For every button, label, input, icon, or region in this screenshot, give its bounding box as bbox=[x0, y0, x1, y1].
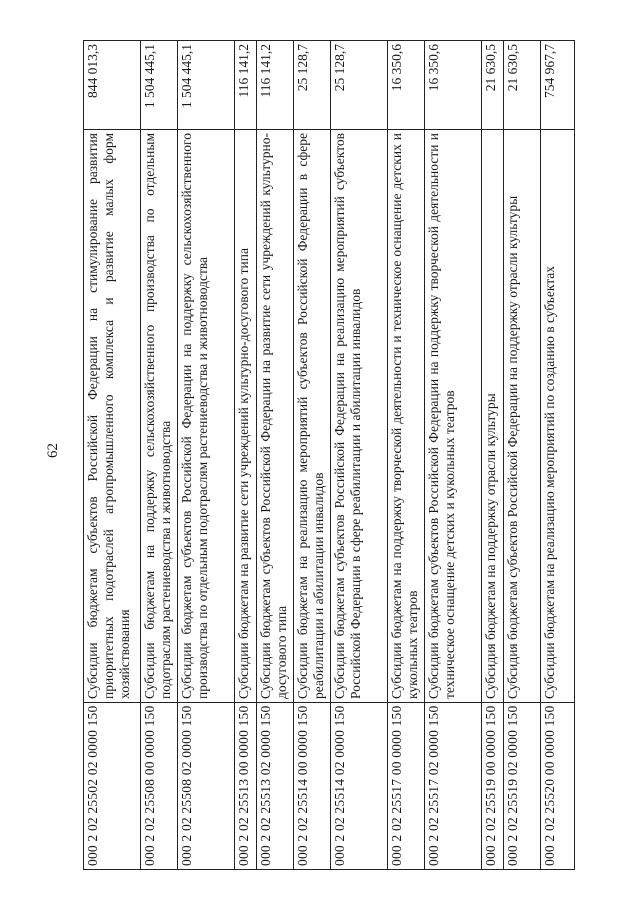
budget-code-cell: 000 2 02 25517 02 0000 150 bbox=[425, 703, 482, 870]
amount-cell: 25 128,7 bbox=[294, 41, 331, 130]
budget-code-cell: 000 2 02 25517 00 0000 150 bbox=[388, 703, 425, 870]
revenue-name-cell: Субсидии бюджетам субъектов Российской Федерации на развитие сети учреждений культурно-досугового типа bbox=[257, 130, 294, 703]
budget-code-cell: 000 2 02 25513 02 0000 150 bbox=[257, 703, 294, 870]
revenue-name-cell: Субсидии бюджетам на поддержку сельскохозяйственного производства по отдельным подотраслям растениеводства и животноводства bbox=[141, 130, 178, 703]
amount-cell: 16 350,6 bbox=[388, 41, 425, 130]
revenue-name-cell: Субсидии бюджетам на развитие сети учреждений культурно-досугового типа bbox=[235, 130, 257, 703]
revenue-name-cell: Субсидии бюджетам субъектов Российской Федерации на реализацию мероприятий субъектов Российской Федерации в сфере реабилитации и абилитации инвалидов bbox=[331, 130, 388, 703]
table-row bbox=[141, 41, 178, 870]
revenue-name-cell: Субсидии бюджетам субъектов Российской Федерации на поддержку сельскохозяйственного производства по отдельным подотраслям растениеводства и животноводства bbox=[178, 130, 235, 703]
revenue-name-cell: Субсидии бюджетам на реализацию мероприятий субъектов Российской Федерации в сфере реабилитации и абилитации инвалидов bbox=[294, 130, 331, 703]
table-row bbox=[425, 41, 482, 870]
amount-cell: 21 630,5 bbox=[482, 41, 504, 130]
budget-code-cell: 000 2 02 25513 00 0000 150 bbox=[235, 703, 257, 870]
revenue-name-cell: Субсидии бюджетам на поддержку творческой деятельности и техническое оснащение детских и кукольных театров bbox=[388, 130, 425, 703]
amount-cell: 1 504 445,1 bbox=[141, 41, 178, 130]
table-row bbox=[504, 41, 541, 870]
budget-code-cell: 000 2 02 25502 02 0000 150 bbox=[84, 703, 141, 870]
budget-table bbox=[83, 40, 575, 870]
revenue-name-cell: Субсидии бюджетам субъектов Российской Федерации на стимулирование развития приоритетных подотраслей агропромышленного комплекса и развитие малых форм хозяйствования bbox=[84, 130, 141, 703]
budget-code-cell: 000 2 02 25514 02 0000 150 bbox=[331, 703, 388, 870]
amount-cell: 16 350,6 bbox=[425, 41, 482, 130]
table-row bbox=[235, 41, 257, 870]
revenue-name-cell: Субсидия бюджетам на поддержку отрасли культуры bbox=[482, 130, 504, 703]
amount-cell: 844 013,3 bbox=[84, 41, 141, 130]
amount-cell: 1 504 445,1 bbox=[178, 41, 235, 130]
revenue-name-cell: Субсидии бюджетам на реализацию мероприятий по созданию в субъектах bbox=[541, 130, 575, 703]
budget-code-cell: 000 2 02 25508 00 0000 150 bbox=[141, 703, 178, 870]
table-row bbox=[482, 41, 504, 870]
table-row bbox=[541, 41, 575, 870]
amount-cell: 21 630,5 bbox=[504, 41, 541, 130]
revenue-name-cell: Субсидии бюджетам субъектов Российской Федерации на поддержку творческой деятельности и техническое оснащение детских и кукольных театров bbox=[425, 130, 482, 703]
table-row bbox=[388, 41, 425, 870]
revenue-name-cell: Субсидия бюджетам субъектов Российской Федерации на поддержку отрасли культуры bbox=[504, 130, 541, 703]
table-row bbox=[294, 41, 331, 870]
table-row bbox=[257, 41, 294, 870]
table-row bbox=[331, 41, 388, 870]
page-number: 62 bbox=[45, 443, 61, 458]
budget-code-cell: 000 2 02 25520 00 0000 150 bbox=[541, 703, 575, 870]
amount-cell: 116 141,2 bbox=[235, 41, 257, 130]
budget-code-cell: 000 2 02 25519 00 0000 150 bbox=[482, 703, 504, 870]
budget-code-cell: 000 2 02 25519 02 0000 150 bbox=[504, 703, 541, 870]
budget-code-cell: 000 2 02 25514 00 0000 150 bbox=[294, 703, 331, 870]
table-row bbox=[178, 41, 235, 870]
table-rotation-wrapper bbox=[83, 44, 593, 870]
amount-cell: 25 128,7 bbox=[331, 41, 388, 130]
budget-code-cell: 000 2 02 25508 02 0000 150 bbox=[178, 703, 235, 870]
amount-cell: 116 141,2 bbox=[257, 41, 294, 130]
table-row bbox=[84, 41, 141, 870]
amount-cell: 754 967,7 bbox=[541, 41, 575, 130]
